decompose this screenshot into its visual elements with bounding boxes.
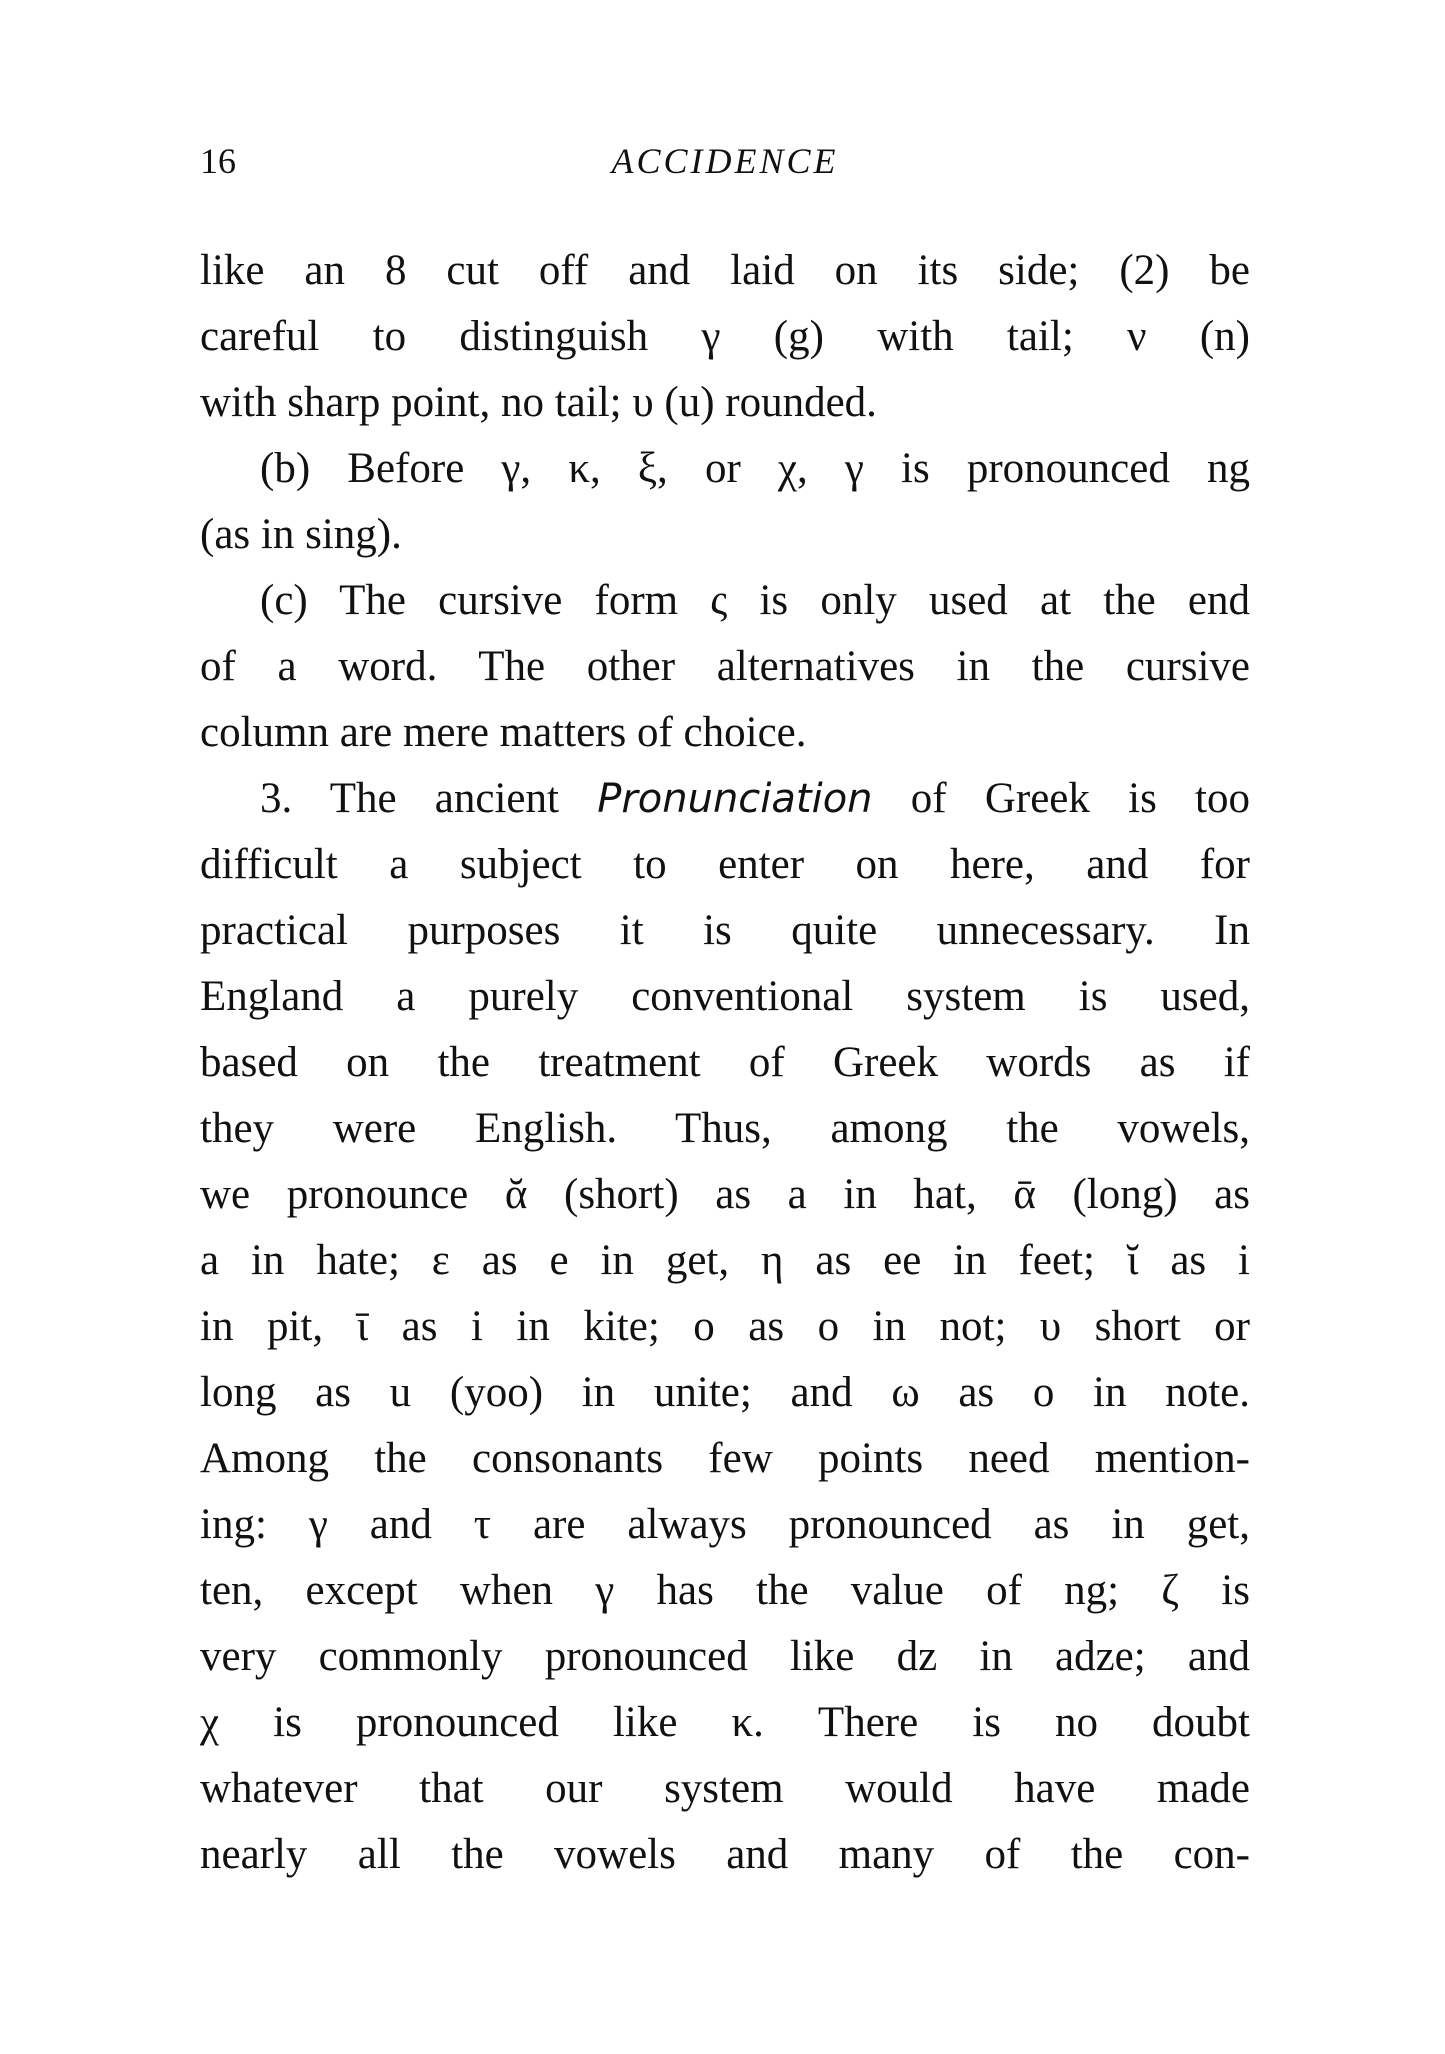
text-line: Among the consonants few points need mention- [200, 1435, 1250, 1482]
text-line: like an 8 cut off and laid on its side; (2) be [200, 247, 1250, 294]
text-line: a in hate; ε as e in get, η as ee in feet; ῐ as i [200, 1237, 1250, 1284]
running-head [200, 140, 1250, 190]
text-line: very commonly pronounced like dz in adze; and [200, 1633, 1250, 1680]
text-line: whatever that our system would have made [200, 1765, 1250, 1812]
text-line: nearly all the vowels and many of the con- [200, 1831, 1250, 1878]
text-line: with sharp point, no tail; υ (u) rounded. [200, 379, 877, 426]
text-line: long as u (yoo) in unite; and ω as o in note. [200, 1369, 1250, 1416]
emphasis-pronunciation: Pronunciation [597, 776, 873, 822]
text-line: we pronounce ᾰ (short) as a in hat, ᾱ (long) as [200, 1171, 1250, 1218]
text-line: χ is pronounced like κ. There is no doubt [200, 1699, 1250, 1746]
text-line: ing: γ and τ are always pronounced as in get, [200, 1501, 1250, 1548]
text-line: based on the treatment of Greek words as if [200, 1039, 1250, 1086]
text-line: column are mere matters of choice. [200, 709, 807, 756]
text-line: (b) Before γ, κ, ξ, or χ, γ is pronounced ng [260, 445, 1250, 492]
text-line: in pit, ῑ as i in kite; ο as o in not; υ short or [200, 1303, 1250, 1350]
text-line: ten, except when γ has the value of ng; ζ is [200, 1567, 1250, 1614]
text-line: of a word. The other alternatives in the cursive [200, 643, 1250, 690]
text-line: they were English. Thus, among the vowels, [200, 1105, 1250, 1152]
page-number: 16 [200, 141, 236, 181]
text-line: (c) The cursive form ς is only used at the end [260, 577, 1250, 624]
text-run: of Greek is too [872, 775, 1250, 822]
text-line [200, 766, 1250, 832]
text-line: England a purely conventional system is used, [200, 973, 1250, 1020]
text-line: careful to distinguish γ (g) with tail; ν (n) [200, 313, 1250, 360]
text-line: (as in sing). [200, 511, 402, 558]
text-run: 3. The ancient [260, 775, 598, 822]
text-line: practical purposes it is quite unnecessary. In [200, 907, 1250, 954]
body-text [200, 238, 1250, 1888]
text-line: difficult a subject to enter on here, and for [200, 841, 1250, 888]
running-title: ACCIDENCE [611, 141, 839, 181]
